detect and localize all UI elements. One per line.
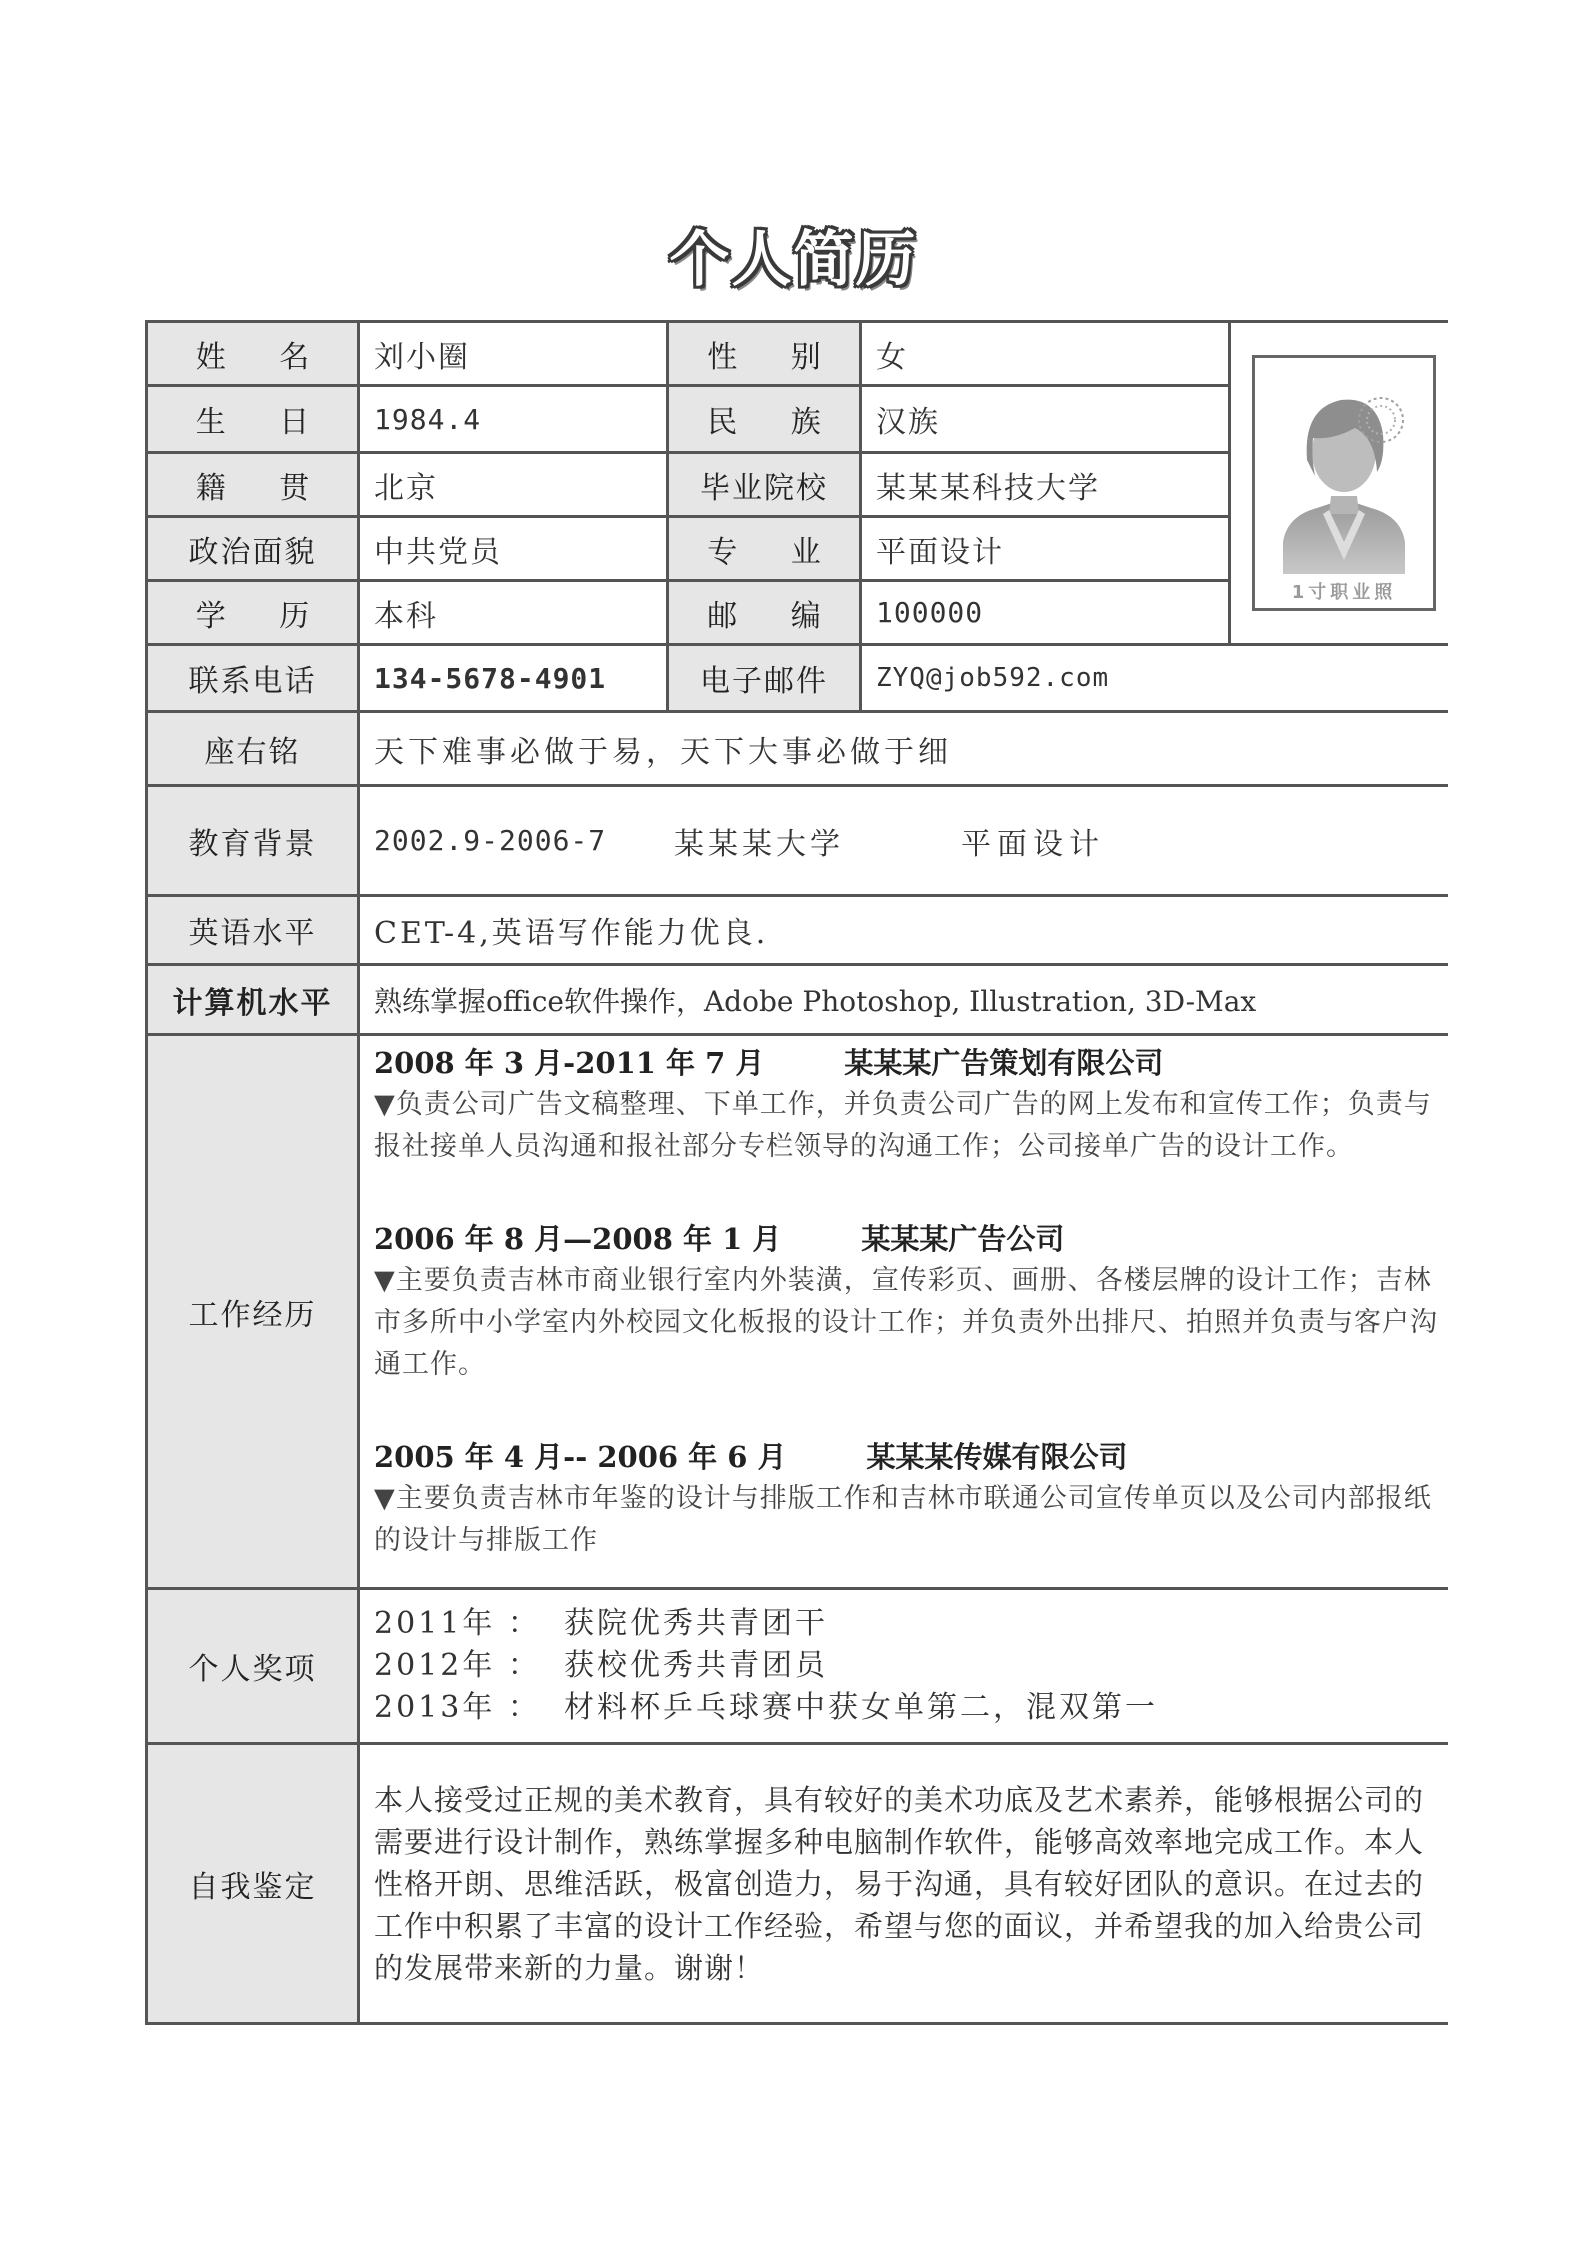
award-item bbox=[374, 1603, 828, 1645]
motto-value: 天下难事必做于易，天下大事必做于细 bbox=[360, 713, 1457, 784]
school-label: 毕业院校 bbox=[669, 454, 859, 515]
email-value[interactable]: ZYQ@job592.com bbox=[862, 646, 1457, 710]
award-year: 2013年 ： bbox=[374, 1690, 541, 1725]
job-period: 2005 年 4 月-- 2006 年 6 月 bbox=[374, 1440, 787, 1474]
job-header bbox=[374, 1042, 1445, 1084]
gender-label: 性 别 bbox=[669, 323, 859, 384]
education-row bbox=[360, 787, 1457, 894]
ethnic-value: 汉族 bbox=[862, 387, 1228, 451]
degree-label: 学 历 bbox=[148, 582, 357, 643]
phone-label: 联系电话 bbox=[148, 646, 357, 710]
job-entry bbox=[374, 1218, 1445, 1386]
major-label: 专 业 bbox=[669, 518, 859, 579]
job-description: ▼主要负责吉林市年鉴的设计与排版工作和吉林市联通公司宣传单页以及公司内部报纸的设计与排版工作 bbox=[374, 1483, 1432, 1556]
school-value: 某某某科技大学 bbox=[862, 454, 1228, 515]
self-eval-cell bbox=[360, 1745, 1457, 2022]
birth-label: 生 日 bbox=[148, 387, 357, 451]
photo-placeholder bbox=[1252, 355, 1436, 611]
job-header bbox=[374, 1436, 1445, 1478]
email-label: 电子邮件 bbox=[669, 646, 859, 710]
education-label: 教育背景 bbox=[148, 787, 357, 894]
name-value: 刘小圈 bbox=[360, 323, 666, 384]
award-text: 材料杯乒乓球赛中获女单第二，混双第一 bbox=[564, 1690, 1158, 1725]
major-value: 平面设计 bbox=[862, 518, 1228, 579]
awards-label: 个人奖项 bbox=[148, 1590, 357, 1742]
job-description: ▼主要负责吉林市商业银行室内外装潢，宣传彩页、画册、各楼层牌的设计工作；吉林市多所中小学室内外校园文化板报的设计工作；并负责外出排尺、拍照并负责与客户沟通工作。 bbox=[374, 1265, 1438, 1380]
resume-title: 个人简历 bbox=[669, 225, 918, 295]
english-label: 英语水平 bbox=[148, 897, 357, 963]
work-history bbox=[360, 1036, 1457, 1587]
photo-caption: 1寸职业照 bbox=[1291, 582, 1397, 603]
job-company: 某某某传媒有限公司 bbox=[866, 1440, 1128, 1474]
education-major: 平面设计 bbox=[961, 826, 1105, 862]
job-period: 2008 年 3 月-2011 年 7 月 bbox=[374, 1046, 765, 1080]
native-value: 北京 bbox=[360, 454, 666, 515]
award-text: 获院优秀共青团干 bbox=[564, 1606, 828, 1641]
education-school: 某某某大学 bbox=[674, 826, 844, 862]
birth-value: 1984.4 bbox=[360, 387, 666, 451]
ethnic-label: 民 族 bbox=[669, 387, 859, 451]
job-description: ▼负责公司广告文稿整理、下单工作，并负责公司广告的网上发布和宣传工作；负责与报社接单人员沟通和报社部分专栏领导的沟通工作；公司接单广告的设计工作。 bbox=[374, 1089, 1432, 1162]
gender-value: 女 bbox=[862, 323, 1228, 384]
degree-value: 本科 bbox=[360, 582, 666, 643]
award-item bbox=[374, 1645, 828, 1687]
job-company: 某某某广告公司 bbox=[861, 1222, 1065, 1256]
job-entry bbox=[374, 1436, 1445, 1562]
work-label: 工作经历 bbox=[148, 1036, 357, 1587]
self-eval-text: 本人接受过正规的美术教育，具有较好的美术功底及艺术素养，能够根据公司的需要进行设计制作，熟练掌握多种电脑制作软件，能够高效率地完成工作。本人性格开朗、思维活跃，极富创造力，易于沟通，具有较好团队的意识。在过去的工作中积累了丰富的设计工作经验，希望与您的面议，并希望我的加入给贵公司的发展带来新的力量。谢谢！ bbox=[374, 1782, 1425, 1985]
awards-list bbox=[360, 1590, 1457, 1742]
education-period: 2002.9-2006-7 bbox=[374, 824, 607, 857]
job-header bbox=[374, 1218, 1445, 1260]
photo-cell bbox=[1231, 323, 1457, 643]
postcode-value: 100000 bbox=[862, 582, 1228, 643]
computer-value: 熟练掌握office软件操作，Adobe Photoshop, Illustration, 3D-Max bbox=[360, 966, 1457, 1033]
award-text: 获校优秀共青团员 bbox=[564, 1648, 828, 1683]
motto-label: 座右铭 bbox=[148, 713, 357, 784]
phone-value: 134-5678-4901 bbox=[360, 646, 666, 710]
award-item bbox=[374, 1687, 1158, 1729]
english-value: CET-4,英语写作能力优良. bbox=[360, 897, 1457, 963]
self-eval-label: 自我鉴定 bbox=[148, 1745, 357, 2022]
job-company: 某某某广告策划有限公司 bbox=[844, 1046, 1164, 1080]
job-entry bbox=[374, 1042, 1445, 1168]
job-period: 2006 年 8 月—2008 年 1 月 bbox=[374, 1222, 782, 1256]
political-value: 中共党员 bbox=[360, 518, 666, 579]
name-label: 姓 名 bbox=[148, 323, 357, 384]
award-year: 2012年 ： bbox=[374, 1648, 541, 1683]
award-year: 2011年 ： bbox=[374, 1606, 541, 1641]
computer-label: 计算机水平 bbox=[148, 966, 357, 1033]
political-label: 政治面貌 bbox=[148, 518, 357, 579]
resume-table bbox=[145, 320, 1448, 2025]
person-silhouette-icon bbox=[1263, 364, 1425, 574]
native-label: 籍 贯 bbox=[148, 454, 357, 515]
postcode-label: 邮 编 bbox=[669, 582, 859, 643]
